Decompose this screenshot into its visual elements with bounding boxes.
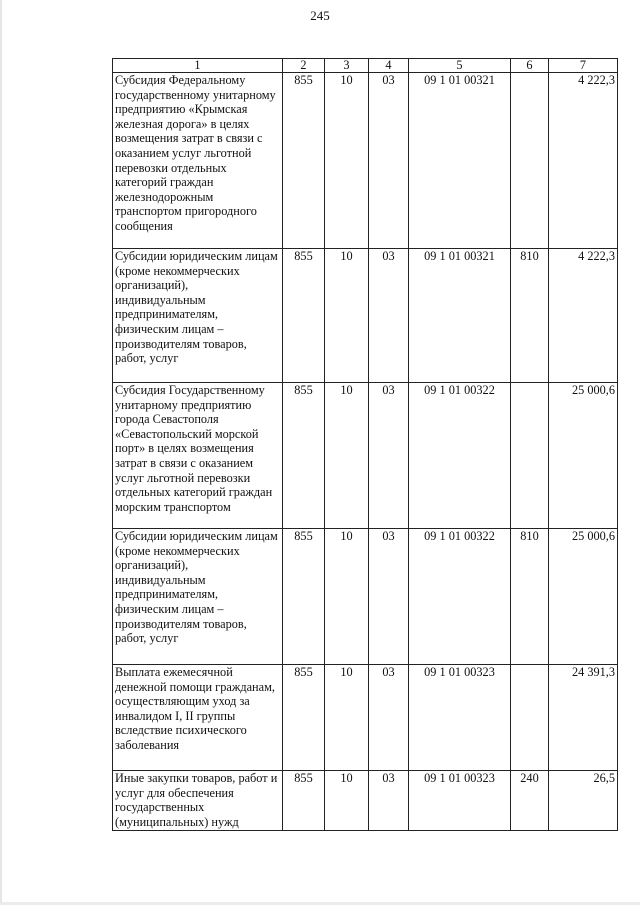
column-header: 2 xyxy=(283,59,325,73)
subsection-code-cell: 03 xyxy=(369,529,409,665)
page-number: 245 xyxy=(310,8,330,23)
column-header: 6 xyxy=(511,59,549,73)
ministry-code-cell: 855 xyxy=(283,73,325,249)
amount-cell: 4 222,3 xyxy=(549,249,618,383)
table-row xyxy=(113,529,618,665)
target-article-cell: 09 1 01 00322 xyxy=(409,529,511,665)
target-article-cell: 09 1 01 00322 xyxy=(409,383,511,529)
ministry-code-cell: 855 xyxy=(283,665,325,771)
column-header: 3 xyxy=(325,59,369,73)
expense-type-cell: 240 xyxy=(511,771,549,831)
target-article-cell: 09 1 01 00323 xyxy=(409,771,511,831)
target-article-cell: 09 1 01 00321 xyxy=(409,249,511,383)
amount-cell: 26,5 xyxy=(549,771,618,831)
section-code-cell: 10 xyxy=(325,771,369,831)
section-code-cell: 10 xyxy=(325,383,369,529)
subsection-code-cell: 03 xyxy=(369,249,409,383)
expense-type-cell: 810 xyxy=(511,529,549,665)
section-code-cell: 10 xyxy=(325,73,369,249)
amount-cell: 4 222,3 xyxy=(549,73,618,249)
ministry-code-cell: 855 xyxy=(283,529,325,665)
table-row xyxy=(113,249,618,383)
row-name-cell: Субсидия Федеральному государственному унитарному предприятию «Крымская железная дорога» в целях возмещения затрат в связи с оказанием услуг льготной перевозки отдельных категорий граждан железнодорожным транспортом пригородного сообщения xyxy=(113,73,283,249)
amount-cell: 24 391,3 xyxy=(549,665,618,771)
table-header-row xyxy=(113,59,618,73)
subsection-code-cell: 03 xyxy=(369,73,409,249)
subsection-code-cell: 03 xyxy=(369,665,409,771)
scan-edge xyxy=(0,0,2,905)
column-header: 7 xyxy=(549,59,618,73)
row-name-cell: Иные закупки товаров, работ и услуг для обеспечения государственных (муниципальных) нужд xyxy=(113,771,283,831)
amount-cell: 25 000,6 xyxy=(549,529,618,665)
row-name-cell: Субсидии юридическим лицам (кроме некоммерческих организаций), индивидуальным предпринимателям, физическим лицам – производителям товаров, работ, услуг xyxy=(113,249,283,383)
subsection-code-cell: 03 xyxy=(369,383,409,529)
section-code-cell: 10 xyxy=(325,665,369,771)
table-row xyxy=(113,771,618,831)
expense-type-cell: 810 xyxy=(511,249,549,383)
subsection-code-cell: 03 xyxy=(369,771,409,831)
section-code-cell: 10 xyxy=(325,249,369,383)
ministry-code-cell: 855 xyxy=(283,249,325,383)
row-name-cell: Субсидии юридическим лицам (кроме некоммерческих организаций), индивидуальным предпринимателям, физическим лицам – производителям товаров, работ, услуг xyxy=(113,529,283,665)
column-header: 1 xyxy=(113,59,283,73)
target-article-cell: 09 1 01 00321 xyxy=(409,73,511,249)
ministry-code-cell: 855 xyxy=(283,771,325,831)
section-code-cell: 10 xyxy=(325,529,369,665)
expense-type-cell xyxy=(511,73,549,249)
table-row xyxy=(113,665,618,771)
amount-cell: 25 000,6 xyxy=(549,383,618,529)
column-header: 5 xyxy=(409,59,511,73)
row-name-cell: Субсидия Государственному унитарному предприятию города Севастополя «Севастопольский морской порт» в целях возмещения затрат в связи с оказанием услуг льготной перевозки отдельных категорий граждан морским транспортом xyxy=(113,383,283,529)
table-row xyxy=(113,73,618,249)
expense-type-cell xyxy=(511,383,549,529)
ministry-code-cell: 855 xyxy=(283,383,325,529)
expense-type-cell xyxy=(511,665,549,771)
budget-table xyxy=(112,58,618,831)
table-row xyxy=(113,383,618,529)
column-header: 4 xyxy=(369,59,409,73)
target-article-cell: 09 1 01 00323 xyxy=(409,665,511,771)
row-name-cell: Выплата ежемесячной денежной помощи гражданам, осуществляющим уход за инвалидом I, II группы вследствие психического заболевания xyxy=(113,665,283,771)
